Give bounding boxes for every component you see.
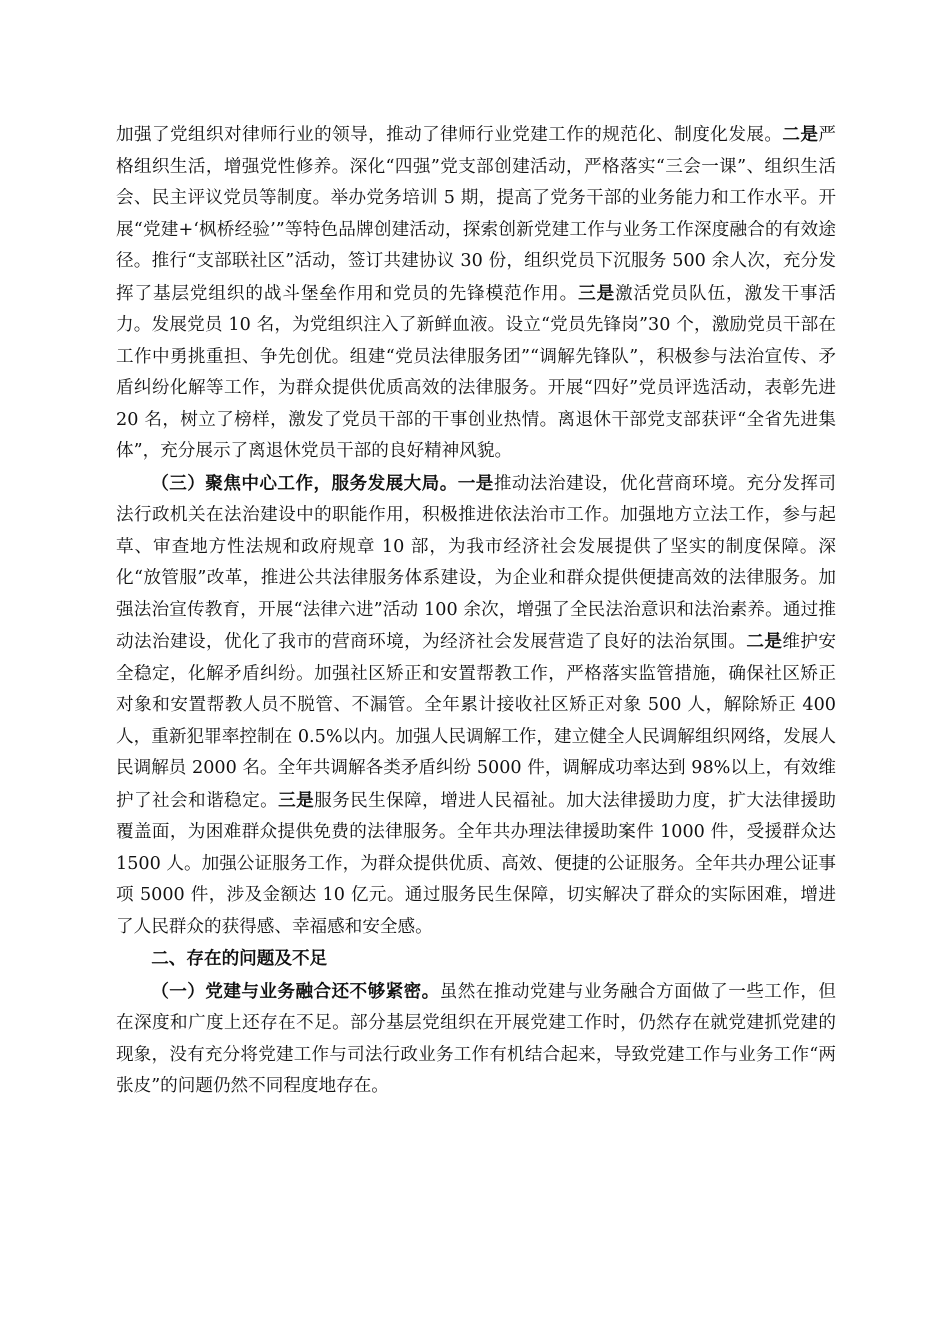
point-three-label: 三是 bbox=[578, 282, 616, 304]
paragraph-section-three bbox=[116, 468, 836, 944]
paragraph-text: 推动法治建设，优化营商环境。充分发挥司法行政机关在法治建设中的职能作用，积极推进依法治市工作。加强地方立法工作，参与起草、审查地方性法规和政府规章 10 部，为我市经济社会发展提供了坚实的制度保障。深化“放管服”改革，推进公共法律服务体系建设，为企业和群众提供便捷高效的法律服务。加强法治宣传教育，开展“法律六进”活动 100 余次，增强了全民法治意识和法治素养。通过推动法治建设，优化了我市的营商环境，为经济社会发展营造了良好的法治氛围。 bbox=[116, 473, 836, 652]
point-two-label: 二是 bbox=[782, 124, 819, 145]
paragraph-text: 维护安全稳定，化解矛盾纠纷。加强社区矫正和安置帮教工作，严格落实监管措施，确保社区矫正对象和安置帮教人员不脱管、不漏管。全年累计接收社区矫正对象 500 人，解除矫正 400 人，重新犯罪率控制在 0.5%以内。加强人民调解工作，建立健全人民调解组织网络，发展人民调解员 2000 名。全年共调解各类矛盾纠纷 5000 件，调解成功率达到 98%以上，有效维护了社会和谐稳定。 bbox=[116, 632, 836, 811]
point-one-label: 一是 bbox=[457, 472, 494, 494]
paragraph-text: 虽然在推动党建与业务融合方面做了一些工作，但在深度和广度上还存在不足。部分基层党组织在开展党建工作时，仍然存在就党建抓党建的现象，没有充分将党建工作与司法行政业务工作有机结合起来，导致党建工作与业务工作“两张皮”的问题仍然不同程度地存在。 bbox=[116, 981, 836, 1096]
paragraph-problem-one bbox=[116, 976, 836, 1103]
document-body bbox=[116, 119, 836, 1103]
chapter-heading-problems bbox=[116, 943, 836, 976]
point-two-label: 二是 bbox=[746, 631, 783, 652]
paragraph-text: 加强了党组织对律师行业的领导，推动了律师行业党建工作的规范化、制度化发展。 bbox=[116, 125, 783, 145]
paragraph-text: 激活党员队伍，激发干事活力。发展党员 10 名，为党组织注入了新鲜血液。设立“党员先锋岗”30 个，激励党员干部在工作中勇挑重担、争先创优。组建“党员法律服务团”“调解先锋队”，积极参与法治宣传、矛盾纠纷化解等工作，为群众提供优质高效的法律服务。开展“四好”党员评选活动，表彰先进 20 名，树立了榜样，激发了党员干部的干事创业热情。离退休干部党支部获评“全省先进集体”，充分展示了离退休党员干部的良好精神风貌。 bbox=[116, 283, 836, 461]
chapter-heading: 二、存在的问题及不足 bbox=[151, 948, 328, 969]
section-heading: （三）聚焦中心工作，服务发展大局。 bbox=[151, 472, 458, 494]
section-heading: （一）党建与业务融合还不够紧密。 bbox=[151, 980, 440, 1002]
paragraph-party-building-continued bbox=[116, 119, 836, 468]
paragraph-text: 严格组织生活，增强党性修养。深化“四强”党支部创建活动，严格落实“三会一课”、组织生活会、民主评议党员等制度。举办党务培训 5 期，提高了党务干部的业务能力和工作水平。开展“党建+‘枫桥经验’”等特色品牌创建活动，探索创新党建工作与业务工作深度融合的有效途径。推行“支部联社区”活动，签订共建协议 30 份，组织党员下沉服务 500 余人次，充分发挥了基层党组织的战斗堡垒作用和党员的先锋模范作用。 bbox=[116, 125, 836, 304]
paragraph-text: 服务民生保障，增进人民福祉。加大法律援助力度，扩大法律援助覆盖面，为困难群众提供免费的法律服务。全年共办理法律援助案件 1000 件，受援群众达 1500 人。加强公证服务工作，为群众提供优质、高效、便捷的公证服务。全年共办理公证事项 5000 件，涉及金额达 10 亿元。通过服务民生保障，切实解决了群众的实际困难，增进了人民群众的获得感、幸福感和安全感。 bbox=[116, 790, 836, 937]
point-three-label: 三是 bbox=[278, 789, 315, 811]
